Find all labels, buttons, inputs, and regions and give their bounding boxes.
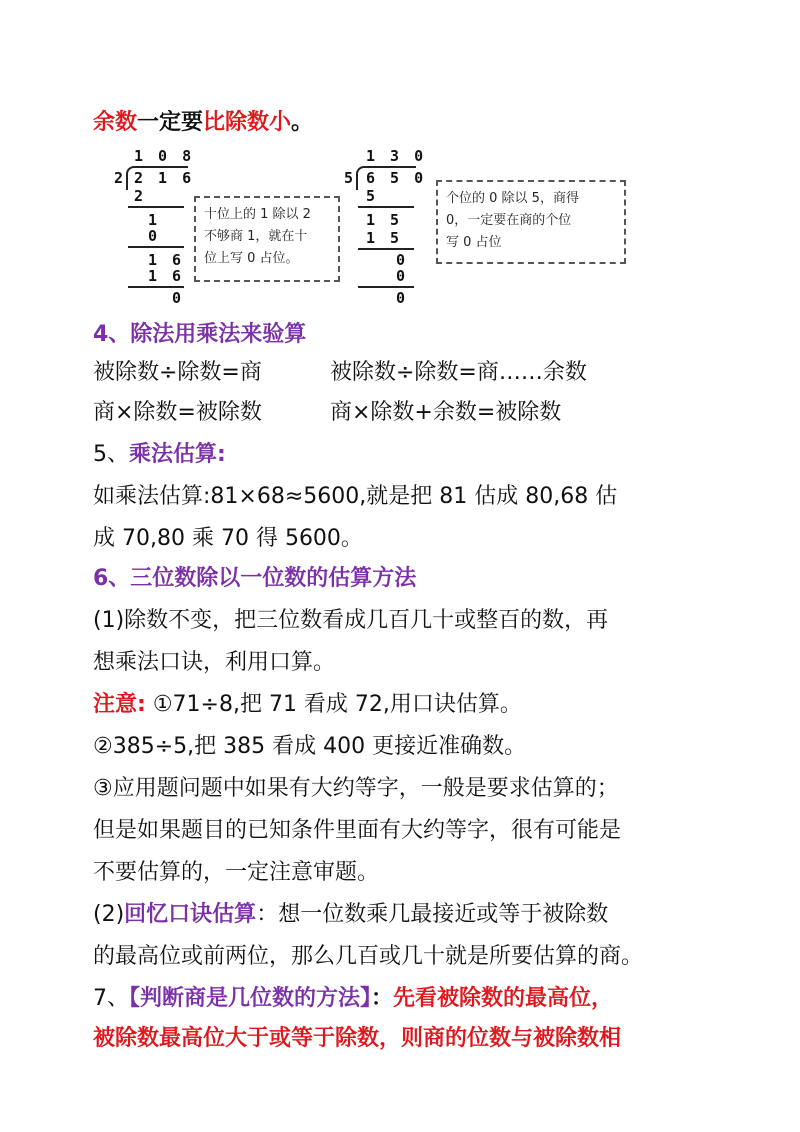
multiplication-remainder-check-formula: 商×除数+余数=被除数 xyxy=(330,400,562,425)
section-4-heading: 4、除法用乘法来验算 xyxy=(93,322,307,347)
note-item-2: ②385÷5,把 385 看成 400 更接近准确数。 xyxy=(93,734,527,759)
section-6-note-3 xyxy=(93,774,619,804)
div1-rule-2 xyxy=(128,246,184,248)
div1-note-line: 十位上的 1 除以 2 xyxy=(204,207,311,222)
section-7-text-1: 先看被除数的最高位， xyxy=(393,986,614,1011)
section-4-row-2 xyxy=(93,398,262,428)
section-6-p2-line-2 xyxy=(93,942,643,972)
section-7-title xyxy=(93,984,613,1014)
div1-note-box xyxy=(194,196,340,282)
section-7-number: 7、 xyxy=(93,986,129,1011)
note-item-3-end: 不要估算的，一定注意审题。 xyxy=(93,860,380,885)
section-4-title xyxy=(93,320,306,350)
section-5-line-1 xyxy=(93,482,617,512)
multiplication-check-formula: 商×除数=被除数 xyxy=(93,400,262,425)
remainder-word: 余数 xyxy=(93,110,138,135)
section-6-p2-line-1 xyxy=(93,900,608,930)
section-6-heading: 6、三位数除以一位数的估算方法 xyxy=(93,566,417,591)
div2-step2: 1 5 xyxy=(366,211,403,229)
div2-step1: 5 xyxy=(366,187,379,205)
section-5-title xyxy=(93,440,226,470)
section-6-title xyxy=(93,564,416,594)
div2-step3: 1 5 xyxy=(366,229,403,247)
method-1-text: (1)除数不变，把三位数看成几百几十或整百的数，再 xyxy=(93,608,609,633)
div1-rule-3 xyxy=(128,286,184,288)
section-7-heading: 【判断商是几位数的方法】 xyxy=(129,986,372,1011)
div2-remainder: 0 xyxy=(396,289,409,307)
section-7-text-2: 被除数最高位大于或等于除数，则商的位数与被除数相 xyxy=(93,1026,622,1051)
note-item-3: ③应用题问题中如果有大约等字，一般是要求估算的； xyxy=(93,776,619,801)
section-7-line-2 xyxy=(93,1024,621,1054)
div2-dividend: 6 5 0 xyxy=(366,169,427,187)
section-5-heading: 乘法估算: xyxy=(129,442,226,467)
remainder-rule-line xyxy=(93,108,313,138)
section-6-note-5 xyxy=(93,858,379,888)
div2-note-line: 0，一定要在商的个位 xyxy=(446,213,572,228)
note-item-1: ①71÷8,把 71 看成 72,用口诀估算。 xyxy=(152,692,522,717)
div1-remainder: 0 xyxy=(172,289,185,307)
section-5-line-2 xyxy=(93,524,363,554)
method-1-text-cont: 想乘法口诀，利用口算。 xyxy=(93,650,336,675)
smaller-than-divisor: 比除数小 xyxy=(203,110,292,135)
div1-note-line: 不够商 1，就在十 xyxy=(204,229,308,244)
note-label: 注意: xyxy=(93,692,146,717)
division-remainder-formula: 被除数÷除数=商……余数 xyxy=(330,360,587,385)
div2-note-line: 写 0 占位 xyxy=(446,235,502,250)
period: 。 xyxy=(291,110,314,135)
div2-note-line: 个位的 0 除以 5，商得 xyxy=(446,191,579,206)
section-6-note-2 xyxy=(93,732,526,762)
div2-rule-2 xyxy=(358,248,414,250)
section-6-note-1 xyxy=(93,690,522,720)
div1-step1: 2 xyxy=(134,187,147,205)
div1-rule-1 xyxy=(128,206,184,208)
div2-note-box xyxy=(436,180,626,264)
section-6-note-4 xyxy=(93,816,621,846)
division-formula: 被除数÷除数=商 xyxy=(93,360,262,385)
method-2-heading: 回忆口诀估算 xyxy=(124,902,257,927)
section-7-colon: ： xyxy=(371,986,394,1011)
div2-rule-3 xyxy=(358,286,414,288)
div2-quotient: 1 3 0 xyxy=(366,147,427,165)
div1-step3: 0 xyxy=(148,227,161,245)
div1-divisor: 2 xyxy=(114,169,127,187)
method-2-number: (2) xyxy=(93,902,125,927)
note-item-3-cont: 但是如果题目的已知条件里面有大约等字，很有可能是 xyxy=(93,818,622,843)
div1-step4: 1 6 xyxy=(148,251,185,269)
section-4-row-1 xyxy=(93,358,262,388)
div2-step5: 0 xyxy=(396,267,409,285)
section-6-p1-line-2 xyxy=(93,648,335,678)
div2-divisor: 5 xyxy=(344,169,357,187)
section-4-row-1b xyxy=(330,358,587,388)
method-2-text-cont: 的最高位或前两位，那么几百或几十就是所要估算的商。 xyxy=(93,944,644,969)
div1-quotient: 1 0 8 xyxy=(134,147,195,165)
section-4-row-2b xyxy=(330,398,561,428)
div1-note-line: 位上写 0 占位。 xyxy=(204,251,299,266)
div1-step2: 1 xyxy=(148,211,161,229)
estimation-example-1: 如乘法估算:81×68≈5600,就是把 81 估成 80,68 估 xyxy=(93,484,618,509)
section-5-number: 5、 xyxy=(93,442,129,467)
div2-step4: 0 xyxy=(396,251,409,269)
must-word: 一定要 xyxy=(137,110,204,135)
method-2-text: ：想一位数乘几最接近或等于被除数 xyxy=(256,902,609,927)
estimation-example-2: 成 70,80 乘 70 得 5600。 xyxy=(93,526,363,551)
div1-step5: 1 6 xyxy=(148,267,185,285)
div1-dividend: 2 1 6 xyxy=(134,169,195,187)
div2-rule-1 xyxy=(358,206,414,208)
section-6-p1-line-1 xyxy=(93,606,608,636)
